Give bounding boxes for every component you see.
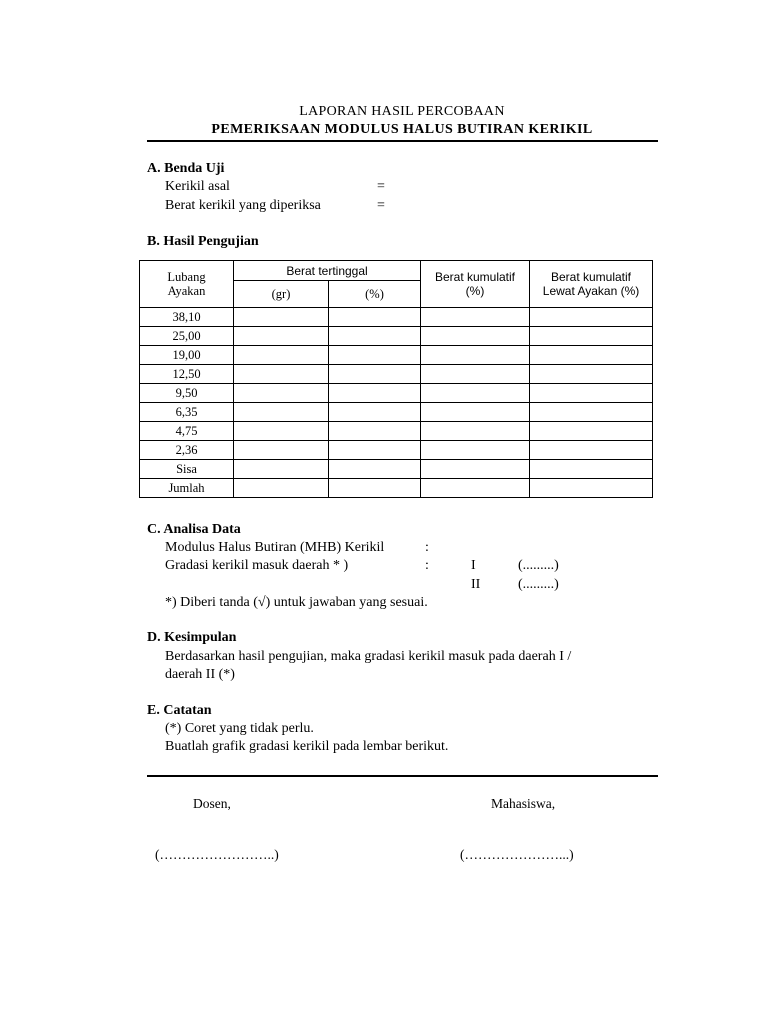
empty-value-cell[interactable]	[530, 460, 653, 479]
table-row	[140, 422, 653, 441]
col-header-lubang: Lubang Ayakan	[140, 261, 234, 308]
col-header-tertinggal: Berat tertinggal	[234, 261, 421, 281]
sieve-size-cell: Sisa	[140, 460, 234, 479]
empty-value-cell[interactable]	[421, 460, 530, 479]
mahasiswa-signature-line: (…………………...)	[460, 847, 574, 862]
checkmark-note: *) Diberi tanda (√) untuk jawaban yang sesuai.	[165, 595, 428, 610]
mhb-label: Modulus Halus Butiran (MHB) Kerikil	[165, 540, 385, 555]
empty-value-cell[interactable]	[421, 479, 530, 498]
sieve-size-cell: 38,10	[140, 308, 234, 327]
footer-divider	[147, 775, 658, 777]
empty-value-cell[interactable]	[421, 441, 530, 460]
empty-value-cell[interactable]	[234, 441, 329, 460]
sieve-size-cell: 4,75	[140, 422, 234, 441]
table-row	[140, 460, 653, 479]
table-row	[140, 403, 653, 422]
sieve-size-cell: Jumlah	[140, 479, 234, 498]
empty-value-cell[interactable]	[421, 346, 530, 365]
sieve-size-cell: 2,36	[140, 441, 234, 460]
empty-value-cell[interactable]	[329, 327, 421, 346]
empty-value-cell[interactable]	[234, 346, 329, 365]
empty-value-cell[interactable]	[329, 422, 421, 441]
empty-value-cell[interactable]	[421, 422, 530, 441]
empty-value-cell[interactable]	[329, 403, 421, 422]
conclusion-line-1: Berdasarkan hasil pengujian, maka gradasi kerikil masuk pada daerah I /	[165, 649, 572, 664]
empty-value-cell[interactable]	[234, 460, 329, 479]
sieve-table	[139, 260, 653, 498]
empty-value-cell[interactable]	[421, 308, 530, 327]
gradasi-colon: :	[425, 558, 429, 573]
conclusion-line-2: daerah II (*)	[165, 667, 235, 682]
table-row	[140, 308, 653, 327]
gradasi-label: Gradasi kerikil masuk daerah * )	[165, 558, 349, 573]
section-c-heading: C. Analisa Data	[147, 522, 241, 537]
empty-value-cell[interactable]	[234, 422, 329, 441]
empty-value-cell[interactable]	[329, 441, 421, 460]
mahasiswa-label: Mahasiswa,	[491, 796, 556, 811]
note-line-2: Buatlah grafik gradasi kerikil pada lembar berikut.	[165, 739, 449, 754]
table-row	[140, 327, 653, 346]
empty-value-cell[interactable]	[234, 403, 329, 422]
empty-value-cell[interactable]	[421, 403, 530, 422]
empty-value-cell[interactable]	[234, 384, 329, 403]
col-header-lewat: Berat kumulatif Lewat Ayakan (%)	[530, 261, 653, 308]
empty-value-cell[interactable]	[530, 422, 653, 441]
sieve-size-cell: 6,35	[140, 403, 234, 422]
sieve-size-cell: 19,00	[140, 346, 234, 365]
dosen-signature-line: (……………………..)	[155, 847, 279, 862]
empty-value-cell[interactable]	[234, 479, 329, 498]
kerikil-asal-label: Kerikil asal	[165, 179, 230, 194]
kerikil-asal-equals: =	[377, 179, 385, 194]
empty-value-cell[interactable]	[329, 460, 421, 479]
empty-value-cell[interactable]	[421, 365, 530, 384]
empty-value-cell[interactable]	[530, 384, 653, 403]
empty-value-cell[interactable]	[421, 384, 530, 403]
empty-value-cell[interactable]	[530, 403, 653, 422]
report-subtitle: PEMERIKSAAN MODULUS HALUS BUTIRAN KERIKIL	[211, 122, 593, 137]
option-2-blank: (.........)	[518, 577, 559, 592]
empty-value-cell[interactable]	[234, 308, 329, 327]
mhb-colon: :	[425, 540, 429, 555]
empty-value-cell[interactable]	[530, 441, 653, 460]
empty-value-cell[interactable]	[421, 327, 530, 346]
section-a-heading: A. Benda Uji	[147, 161, 225, 176]
table-row	[140, 346, 653, 365]
empty-value-cell[interactable]	[329, 308, 421, 327]
empty-value-cell[interactable]	[234, 365, 329, 384]
note-line-1: (*) Coret yang tidak perlu.	[165, 721, 314, 736]
col-header-pct: (%)	[329, 281, 421, 308]
empty-value-cell[interactable]	[329, 346, 421, 365]
option-1-label: I	[471, 558, 476, 573]
col-header-kumulatif: Berat kumulatif (%)	[421, 261, 530, 308]
sieve-table-body	[140, 308, 653, 498]
sieve-size-cell: 9,50	[140, 384, 234, 403]
empty-value-cell[interactable]	[329, 384, 421, 403]
empty-value-cell[interactable]	[530, 327, 653, 346]
empty-value-cell[interactable]	[329, 365, 421, 384]
table-row	[140, 365, 653, 384]
section-d-heading: D. Kesimpulan	[147, 630, 237, 645]
sieve-size-cell: 12,50	[140, 365, 234, 384]
sieve-size-cell: 25,00	[140, 327, 234, 346]
header-divider	[147, 140, 658, 142]
berat-kerikil-equals: =	[377, 198, 385, 213]
table-row	[140, 479, 653, 498]
empty-value-cell[interactable]	[530, 308, 653, 327]
section-b-heading: B. Hasil Pengujian	[147, 234, 259, 249]
empty-value-cell[interactable]	[234, 327, 329, 346]
option-2-label: II	[471, 577, 481, 592]
empty-value-cell[interactable]	[530, 346, 653, 365]
table-row	[140, 441, 653, 460]
berat-kerikil-label: Berat kerikil yang diperiksa	[165, 198, 321, 213]
dosen-label: Dosen,	[193, 796, 231, 811]
table-row	[140, 384, 653, 403]
empty-value-cell[interactable]	[329, 479, 421, 498]
empty-value-cell[interactable]	[530, 479, 653, 498]
col-header-gr: (gr)	[234, 281, 329, 308]
report-title: LAPORAN HASIL PERCOBAAN	[299, 104, 505, 119]
empty-value-cell[interactable]	[530, 365, 653, 384]
section-e-heading: E. Catatan	[147, 703, 212, 718]
option-1-blank: (.........)	[518, 558, 559, 573]
